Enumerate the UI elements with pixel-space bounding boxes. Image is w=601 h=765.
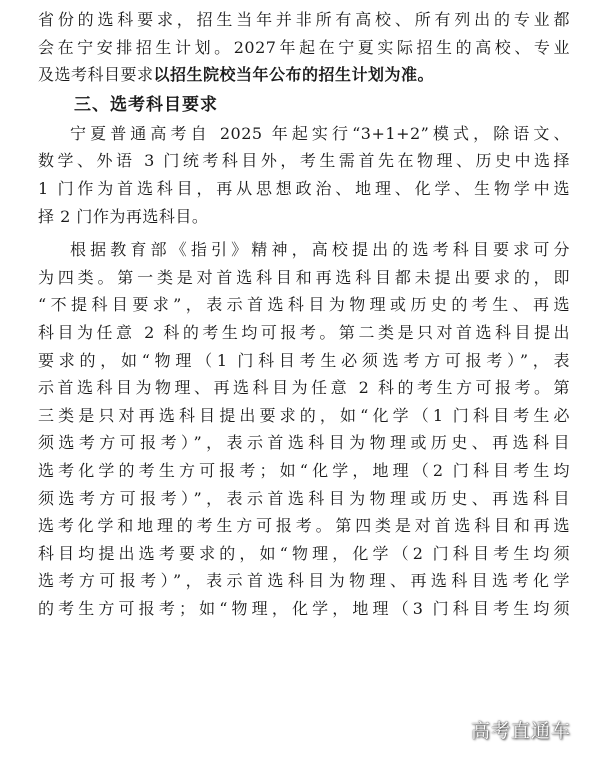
text-line: 科目均提出选考要求的，如“物理，化学（2 门科目考生均须 [38, 543, 570, 563]
text-line: 选考化学的考生方可报考；如“化学，地理（2 门科目考生均 [38, 460, 570, 480]
text-line: 择 2 门作为再选科目。 [38, 206, 209, 226]
text-line: “不提科目要求”，表示首选科目为物理或历史的考生、再选 [38, 295, 570, 315]
text-line: 选考化学和地理的考生方可报考。第四类是对首选科目和再选 [38, 516, 570, 536]
text-line: 会在宁安排招生计划。2027年起在宁夏实际招生的高校、专业 [38, 37, 570, 57]
text-line: 数学、外语 3 门统考科目外，考生需首先在物理、历史中选择 [38, 151, 570, 171]
section-heading: 三、选考科目要求 [74, 94, 218, 115]
text-line: 科目为任意 2 科的考生均可报考。第二类是只对首选科目提出 [38, 322, 570, 342]
text-line: 选考方可报考）”，表示首选科目为物理、再选科目选考化学 [38, 571, 570, 591]
text-line: 省份的选科要求，招生当年并非所有高校、所有列出的专业都 [38, 10, 570, 29]
text-line [38, 61, 570, 89]
text-line: 1 门作为首选科目，再从思想政治、地理、化学、生物学中选 [38, 178, 570, 198]
text-line: 三类是只对再选科目提出要求的，如“化学（1 门科目考生必 [38, 405, 570, 425]
text-line: 根据教育部《指引》精神，高校提出的选考科目要求可分 [70, 240, 570, 260]
text-line: 宁夏普通高考自 2025 年起实行“3+1+2”模式，除语文、 [70, 123, 570, 143]
document-body [38, 6, 570, 622]
watermark-text: 高考直通车 [470, 720, 571, 742]
emphasis-text: 以招生院校当年公布的招生计划为准。 [153, 65, 435, 85]
text-line: 须选考方可报考）”，表示首选科目为物理或历史、再选科目 [38, 488, 570, 508]
text-span: 及选考科目要求 [38, 65, 154, 85]
text-line: 示首选科目为物理、再选科目为任意 2 科的考生方可报考。第 [38, 378, 570, 398]
text-line: 要求的，如“物理（1 门科目考生必须选考方可报考）”，表 [38, 350, 570, 370]
text-line: 须选考方可报考）”，表示首选科目为物理或历史、再选科目 [38, 433, 570, 453]
text-line: 的考生方可报考；如“物理，化学，地理（3 门科目考生均须 [38, 598, 570, 618]
text-line: 为四类。第一类是对首选科目和再选科目都未提出要求的，即 [38, 267, 570, 287]
